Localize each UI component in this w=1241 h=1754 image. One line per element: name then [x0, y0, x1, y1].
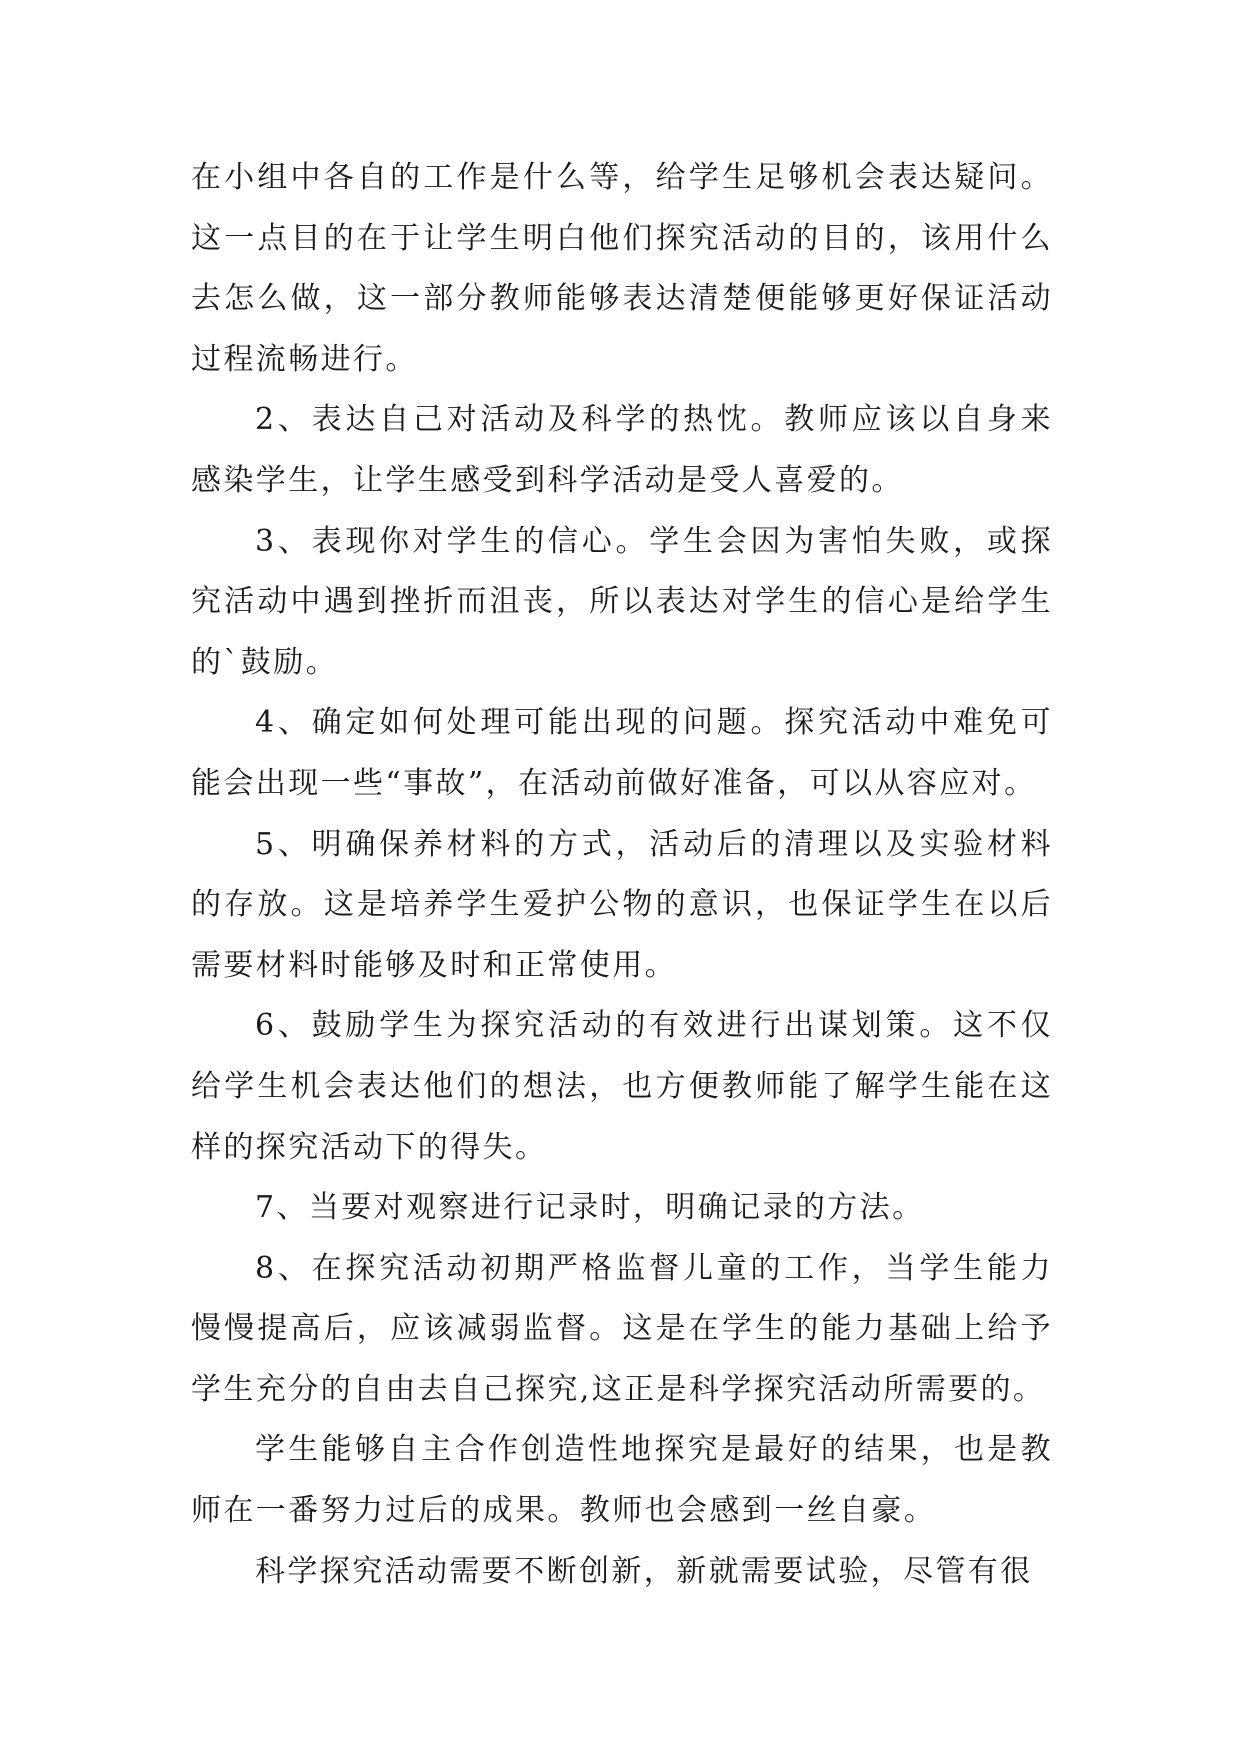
document-body	[191, 148, 1053, 1602]
paragraph-1: 在小组中各自的工作是什么等，给学生足够机会表达疑问。这一点目的在于让学生明白他们探究活动的目的，该用什么去怎么做，这一部分教师能够表达清楚便能够更好保证活动过程流畅进行。	[191, 160, 1053, 377]
paragraph-3: 3、表现你对学生的信心。学生会因为害怕失败，或探究活动中遇到挫折而沮丧，所以表达对学生的信心是给学生的`鼓励。	[191, 523, 1053, 680]
paragraph-8: 8、在探究活动初期严格监督儿童的工作，当学生能力慢慢提高后，应该减弱监督。这是在学生的能力基础上给予学生充分的自由去自己探究,这正是科学探究活动所需要的。	[191, 1250, 1053, 1407]
paragraph-7: 7、当要对观察进行记录时，明确记录的方法。	[255, 1190, 925, 1226]
paragraph-6: 6、鼓励学生为探究活动的有效进行出谋划策。这不仅给学生机会表达他们的想法，也方便教师能了解学生能在这样的探究活动下的得失。	[191, 1008, 1053, 1165]
paragraph-9: 学生能够自主合作创造性地探究是最好的结果，也是教师在一番努力过后的成果。教师也会感到一丝自豪。	[191, 1432, 1053, 1529]
paragraph-10: 科学探究活动需要不断创新，新就需要试验，尽管有很	[255, 1553, 1033, 1589]
paragraph-2: 2、表达自己对活动及科学的热忱。教师应该以自身来感染学生，让学生感受到科学活动是受人喜爱的。	[191, 402, 1053, 498]
paragraph-4: 4、确定如何处理可能出现的问题。探究活动中难免可能会出现一些“事故”，在活动前做好准备，可以从容应对。	[191, 705, 1053, 801]
paragraph-5: 5、明确保养材料的方式，活动后的清理以及实验材料的存放。这是培养学生爱护公物的意识，也保证学生在以后需要材料时能够及时和正常使用。	[191, 826, 1053, 983]
